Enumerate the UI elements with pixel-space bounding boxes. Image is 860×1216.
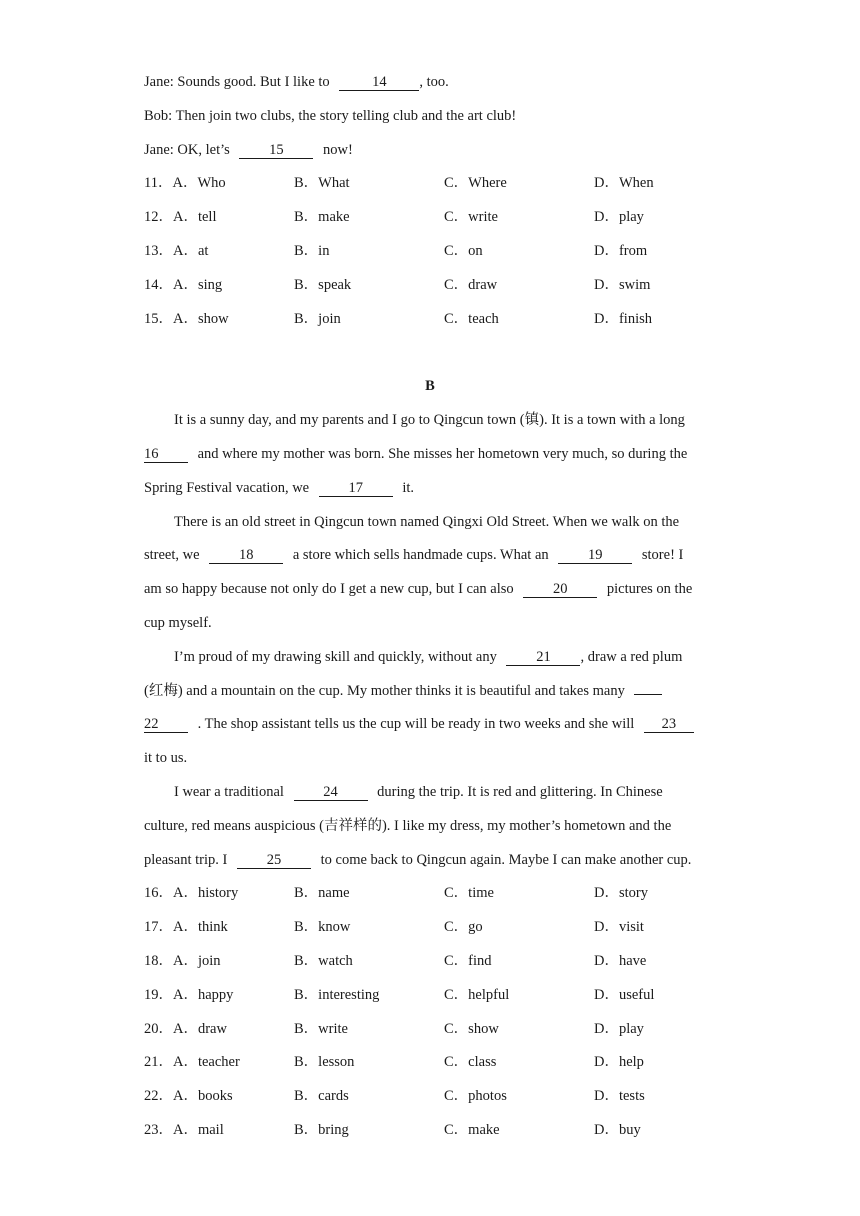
passage-line [144, 539, 716, 573]
option-a[interactable] [144, 979, 294, 1013]
option-text: A．draw [173, 1020, 227, 1037]
option-d[interactable]: D．useful [594, 986, 655, 1003]
option-b[interactable]: B．in [294, 242, 330, 259]
option-d[interactable]: D．When [594, 175, 654, 192]
option-b[interactable]: B．interesting [294, 986, 380, 1003]
passage-line [144, 844, 716, 878]
question-row [144, 167, 716, 201]
question-row [144, 1013, 716, 1047]
text: I wear a traditional [174, 783, 284, 800]
passage-line [144, 438, 716, 472]
option-d[interactable]: D．help [594, 1054, 644, 1071]
option-d[interactable]: D．finish [594, 310, 652, 327]
option-text: A．books [173, 1088, 233, 1105]
option-c[interactable]: C．class [444, 1054, 497, 1071]
option-d[interactable]: D．visit [594, 919, 644, 936]
option-a[interactable] [144, 1080, 294, 1114]
option-a[interactable] [144, 235, 294, 269]
answer-blank-20[interactable]: 20 [523, 581, 597, 598]
answer-blank-14[interactable]: 14 [339, 74, 419, 91]
option-a[interactable] [144, 303, 294, 337]
option-c[interactable]: C．on [444, 242, 483, 259]
text: pictures on the [606, 581, 693, 598]
answer-blank-22-start[interactable] [634, 678, 662, 695]
page-content [144, 66, 716, 1148]
question-row [144, 911, 716, 945]
option-text: A．show [173, 310, 229, 327]
passage-line: There is an old street in Qingcun town named Qingxi Old Street. When we walk on the [174, 513, 680, 530]
option-c[interactable]: C．helpful [444, 986, 510, 1003]
option-text: A．at [173, 242, 209, 259]
answer-blank-24[interactable]: 24 [294, 784, 368, 801]
text: pleasant trip. I [144, 851, 228, 868]
option-b[interactable]: B．bring [294, 1121, 349, 1138]
option-d[interactable]: D．swim [594, 276, 651, 293]
passage-line [144, 472, 716, 506]
option-text: A．think [173, 919, 228, 936]
question-row [144, 1114, 716, 1148]
option-b[interactable]: B．know [294, 919, 351, 936]
question-number: 14． [144, 276, 173, 293]
dialogue-line-3 [144, 134, 716, 168]
text: and where my mother was born. She misses her hometown very much, so during the [197, 445, 688, 462]
question-row [144, 303, 716, 337]
answer-blank-21[interactable]: 21 [506, 649, 580, 666]
text: I’m proud of my drawing skill and quickly, without any [174, 648, 497, 665]
option-text: A．tell [173, 209, 217, 226]
text: . The shop assistant tells us the cup will be ready in two weeks and she will [197, 716, 635, 733]
question-row [144, 945, 716, 979]
question-number: 22． [144, 1088, 173, 1105]
option-b[interactable]: B．join [294, 310, 341, 327]
passage-line: culture, red means auspicious (吉祥样的). I like my dress, my mother’s hometown and the [144, 817, 672, 834]
question-number: 12． [144, 209, 173, 226]
passage-line [144, 641, 716, 675]
answer-blank-17[interactable]: 17 [319, 480, 393, 497]
question-number: 11． [144, 175, 173, 192]
option-d[interactable]: D．play [594, 209, 644, 226]
option-b[interactable]: B．watch [294, 952, 353, 969]
question-number: 23． [144, 1121, 173, 1138]
option-text: A．history [173, 885, 239, 902]
option-a[interactable] [144, 167, 294, 201]
passage-line [144, 776, 716, 810]
answer-blank-16[interactable]: 16 [144, 446, 188, 463]
option-d[interactable]: D．have [594, 952, 647, 969]
option-c[interactable]: C．Where [444, 175, 507, 192]
question-row [144, 979, 716, 1013]
section-title: B [425, 378, 435, 395]
question-row [144, 1046, 716, 1080]
option-b[interactable]: B．name [294, 885, 350, 902]
question-row [144, 201, 716, 235]
question-number: 13． [144, 242, 173, 259]
option-b[interactable]: B．What [294, 175, 350, 192]
question-number: 17． [144, 919, 173, 936]
option-text: A．sing [173, 276, 223, 293]
passage-line: cup myself. [144, 614, 212, 631]
text: am so happy because not only do I get a new cup, but I can also [144, 581, 514, 598]
option-c[interactable]: C．write [444, 209, 498, 226]
answer-blank-22[interactable]: 22 [144, 716, 188, 733]
option-a[interactable] [144, 1114, 294, 1148]
text: now! [323, 141, 353, 158]
passage-line: It is a sunny day, and my parents and I go to Qingcun town (镇). It is a town with a long [174, 412, 685, 429]
answer-blank-19[interactable]: 19 [558, 547, 632, 564]
option-b[interactable]: B．write [294, 1020, 348, 1037]
text: Jane: OK, let’s [144, 141, 230, 158]
passage-line [144, 573, 716, 607]
question-row [144, 877, 716, 911]
option-a[interactable] [144, 877, 294, 911]
option-a[interactable] [144, 201, 294, 235]
text: during the trip. It is red and glittering. In Chinese [377, 783, 663, 800]
answer-blank-25[interactable]: 25 [237, 852, 311, 869]
option-text: A．teacher [173, 1054, 240, 1071]
question-row [144, 269, 716, 303]
text: , draw a red plum [580, 648, 683, 665]
option-d[interactable]: D．from [594, 242, 648, 259]
option-c[interactable]: C．teach [444, 310, 499, 327]
option-text: A．join [173, 952, 221, 969]
option-d[interactable]: D．tests [594, 1088, 645, 1105]
question-number: 15． [144, 310, 173, 327]
text: Spring Festival vacation, we [144, 479, 310, 496]
option-b[interactable]: B．cards [294, 1088, 349, 1105]
option-c[interactable]: C．make [444, 1121, 500, 1138]
passage-line [144, 708, 716, 742]
question-number: 21． [144, 1054, 173, 1071]
question-number: 18． [144, 952, 173, 969]
option-text: A．mail [173, 1121, 224, 1138]
option-b[interactable]: B．make [294, 209, 350, 226]
option-d[interactable]: D．play [594, 1020, 644, 1037]
option-a[interactable] [144, 945, 294, 979]
dialogue-line-2: Bob: Then join two clubs, the story telling club and the art club! [144, 107, 517, 124]
text: (红梅) and a mountain on the cup. My mother thinks it is beautiful and takes many [144, 682, 625, 699]
text: , too. [419, 74, 449, 90]
option-a[interactable] [144, 1046, 294, 1080]
option-b[interactable]: B．speak [294, 276, 352, 293]
option-c[interactable]: C．draw [444, 276, 498, 293]
text: a store which sells handmade cups. What an [292, 547, 549, 564]
question-number: 16． [144, 885, 173, 902]
option-a[interactable] [144, 1013, 294, 1047]
option-d[interactable]: D．buy [594, 1121, 641, 1138]
text: Jane: Sounds good. But I like to [144, 74, 330, 90]
options-group-b [144, 877, 716, 1147]
question-number: 20． [144, 1020, 173, 1037]
option-c[interactable]: C．show [444, 1020, 499, 1037]
option-c[interactable]: C．photos [444, 1088, 507, 1105]
passage-line: it to us. [144, 750, 188, 767]
question-row [144, 235, 716, 269]
answer-blank-18[interactable]: 18 [209, 547, 283, 564]
option-text: A．Who [172, 175, 226, 192]
answer-blank-15[interactable]: 15 [239, 142, 313, 159]
passage-b [144, 404, 716, 877]
passage-line [144, 675, 716, 709]
text: street, we [144, 547, 200, 564]
option-c[interactable]: C．go [444, 919, 483, 936]
text: it. [402, 479, 415, 496]
text: store! I [641, 547, 684, 564]
question-number: 19． [144, 986, 173, 1003]
option-text: A．happy [173, 986, 234, 1003]
option-c[interactable]: C．find [444, 952, 492, 969]
answer-blank-23[interactable]: 23 [644, 716, 694, 733]
question-row [144, 1080, 716, 1114]
option-b[interactable]: B．lesson [294, 1054, 355, 1071]
option-a[interactable] [144, 269, 294, 303]
option-a[interactable] [144, 911, 294, 945]
dialogue-line-1 [144, 66, 716, 100]
option-d[interactable]: D．story [594, 885, 648, 902]
text: to come back to Qingcun again. Maybe I can make another cup. [320, 851, 692, 868]
option-c[interactable]: C．time [444, 885, 494, 902]
options-group-a [144, 167, 716, 336]
